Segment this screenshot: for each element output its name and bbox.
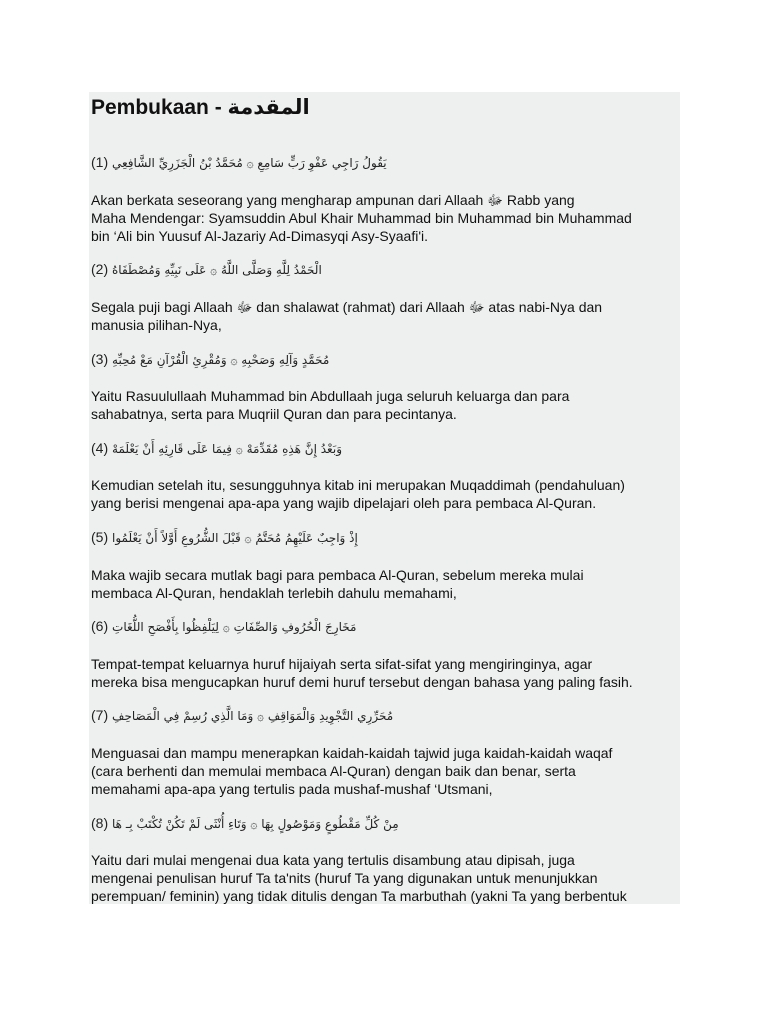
- translation-paragraph-8: [91, 851, 680, 904]
- translation-paragraph-3: [91, 387, 680, 423]
- verse-number: (6): [91, 618, 109, 634]
- translation-line: mereka bisa mengucapkan huruf demi huruf tersebut dengan bahasa yang paling fasih.: [91, 674, 633, 690]
- verse-line-6: [91, 618, 356, 634]
- verse-line-5: [91, 529, 358, 545]
- verse-number: (3): [91, 351, 109, 367]
- verse-number: (4): [91, 440, 109, 456]
- verse-line-8: [91, 815, 399, 831]
- translation-line: Akan berkata seseorang yang mengharap ampunan dari Allaah ﷻ Rabb yang: [91, 192, 575, 208]
- verse-line-2: [91, 261, 322, 277]
- verse-arabic: يَقُولُ رَاجِي عَفْوِ رَبٍّ سَامِعِ ۞ مُحَمَّدُ بْنُ الْجَزَرِيِّ الشَّافِعِي: [112, 156, 387, 170]
- verse-arabic: مُحَمَّدٍ وَآلِهِ وَصَحْبِهِ ۞ وَمُقْرِئِ الْقُرْآنِ مَعْ مُحِبِّهِ: [112, 353, 330, 367]
- verse-line-3: [91, 351, 329, 367]
- translation-paragraph-5: [91, 566, 680, 602]
- verse-number: (5): [91, 529, 109, 545]
- verse-arabic: مُحَرِّرِي التَّجْوِيدِ وَالْمَوَاقِفِ ۞ وَمَا الَّذِي رُسِمْ فِي الْمَصَاحِفِ: [112, 709, 394, 723]
- translation-line: perempuan/ feminin) yang tidak ditulis dengan Ta marbuthah (yakni Ta yang berbentuk: [91, 888, 627, 904]
- translation-paragraph-7: [91, 744, 680, 798]
- verse-number: (8): [91, 815, 109, 831]
- translation-line: membaca Al-Quran, hendaklah terlebih dahulu memahami,: [91, 585, 457, 601]
- translation-line: mengenai penulisan huruf Ta ta'nits (huruf Ta yang digunakan untuk menunjukkan: [91, 870, 598, 886]
- document-page: [89, 92, 680, 904]
- verse-arabic: مِنْ كُلِّ مَقْطُوعٍ وَمَوْصُولٍ بِهَا ۞ وَتَاءِ أُنْثَى لَمْ تَكُنْ تُكْتَبْ بِـ هَا: [112, 817, 399, 831]
- verse-line-4: [91, 440, 342, 456]
- verse-number: (7): [91, 707, 109, 723]
- translation-line: manusia pilihan-Nya,: [91, 317, 222, 333]
- verse-arabic: مَخَارِجَ الْحُرُوفِ وَالصِّفَاتِ ۞ لِيَلْفِظُوا بِأَفْصَحِ اللُّغَاتِ: [112, 620, 357, 634]
- page-title: [91, 95, 310, 120]
- translation-line: Kemudian setelah itu, sesungguhnya kitab ini merupakan Muqaddimah (pendahuluan): [91, 477, 625, 493]
- translation-line: memahami apa-apa yang tertulis pada mushaf-mushaf ‘Utsmani,: [91, 781, 493, 797]
- title-arabic: المقدمة: [227, 95, 310, 119]
- title-latin: Pembukaan -: [91, 96, 228, 119]
- translation-line: Maha Mendengar: Syamsuddin Abul Khair Muhammad bin Muhammad bin Muhammad: [91, 210, 632, 226]
- translation-line: Maka wajib secara mutlak bagi para pembaca Al-Quran, sebelum mereka mulai: [91, 567, 584, 583]
- translation-line: Yaitu dari mulai mengenai dua kata yang tertulis disambung atau dipisah, juga: [91, 852, 575, 868]
- verse-number: (2): [91, 261, 109, 277]
- verse-arabic: إِذْ وَاجِبٌ عَلَيْهِمُ مُحَتَّمُ ۞ قَبْلَ الشُّرُوعِ أَوَّلاً أَنْ يَعْلَمُوا: [112, 531, 358, 545]
- verse-arabic: وَبَعْدُ إِنَّ هَذِهِ مُقَدِّمَهْ ۞ فِيمَا عَلَى قَارِئِهِ أَنْ يَعْلَمَهْ: [112, 442, 342, 456]
- verse-line-7: [91, 707, 393, 723]
- verse-arabic: الْحَمْدُ لِلَّهِ وَصَلَّى اللَّهُ ۞ عَلَى نَبِيِّهِ وَمُصْطَفَاهُ: [112, 263, 322, 277]
- translation-line: bin ‘Ali bin Yuusuf Al-Jazariy Ad-Dimasyqi Asy-Syaafi'i.: [91, 228, 429, 244]
- translation-paragraph-6: [91, 655, 680, 691]
- translation-paragraph-4: [91, 476, 680, 512]
- translation-line: sahabatnya, serta para Muqriil Quran dan para pecintanya.: [91, 406, 457, 422]
- translation-paragraph-1: [91, 191, 680, 245]
- translation-line: Yaitu Rasuulullaah Muhammad bin Abdullaah juga seluruh keluarga dan para: [91, 388, 570, 404]
- translation-line: Tempat-tempat keluarnya huruf hijaiyah serta sifat-sifat yang mengiringinya, agar: [91, 656, 593, 672]
- verse-number: (1): [91, 154, 109, 170]
- translation-line: Menguasai dan mampu menerapkan kaidah-kaidah tajwid juga kaidah-kaidah waqaf: [91, 745, 613, 761]
- verse-line-1: [91, 154, 387, 170]
- translation-paragraph-2: [91, 298, 680, 334]
- translation-line: Segala puji bagi Allaah ﷻ dan shalawat (rahmat) dari Allaah ﷻ atas nabi-Nya dan: [91, 299, 603, 315]
- translation-line: yang berisi mengenai apa-apa yang wajib dipelajari oleh para pembaca Al-Quran.: [91, 495, 597, 511]
- translation-line: (cara berhenti dan memulai membaca Al-Quran) dengan baik dan benar, serta: [91, 763, 576, 779]
